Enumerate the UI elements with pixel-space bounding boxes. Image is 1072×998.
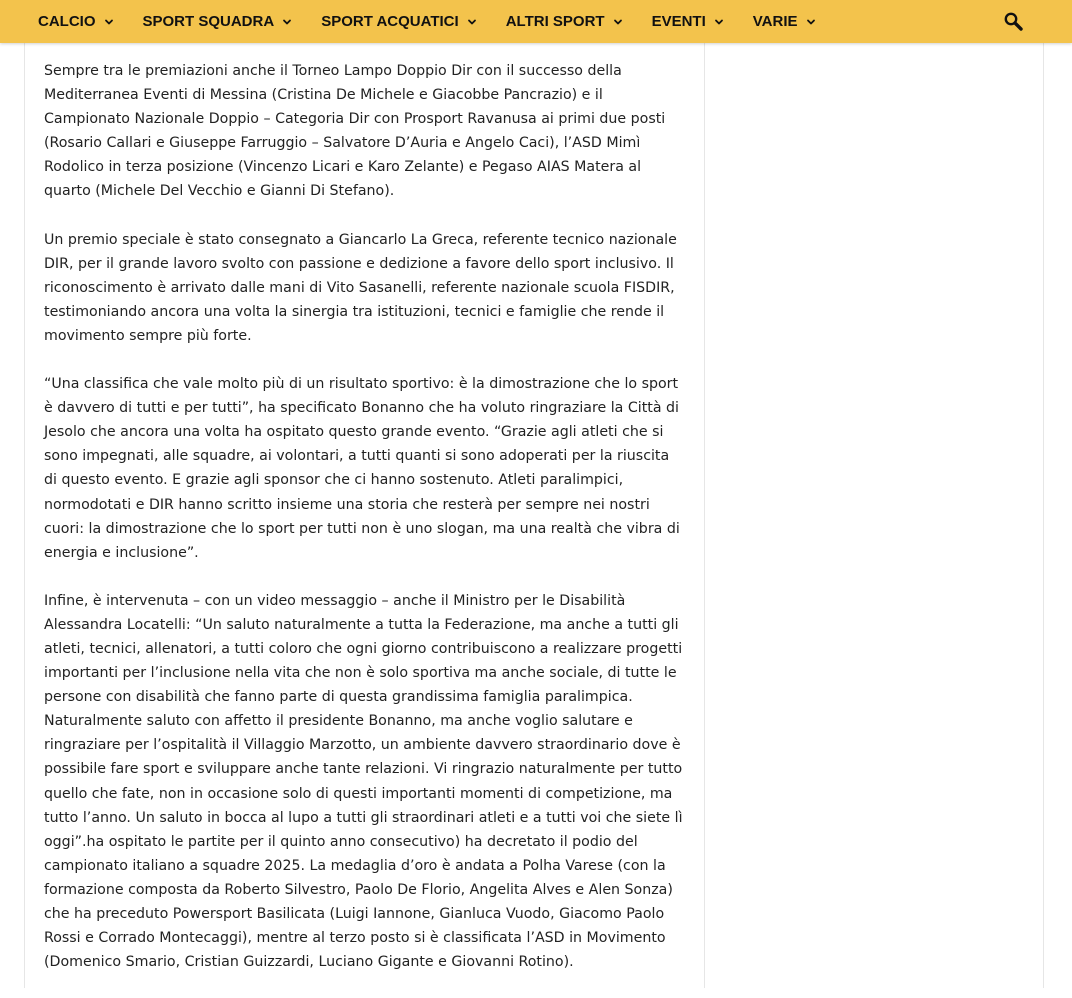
article-paragraph: Sempre tra le premiazioni anche il Torneo Lampo Doppio Dir con il successo della Mediterranea Eventi di Messina (Cristina De Michele e Giacobbe Pancrazio) e il Campionato Nazionale Doppio – Categoria Dir con Prosport Ravanusa ai primi due posti (Rosario Callari e Giuseppe Farruggio – Salvatore D’Auria e Angelo Caci), l’ASD Mimì Rodolico in terza posizione (Vincenzo Licari e Karo Zelante) e Pegaso AIAS Matera al quarto (Michele Del Vecchio e Gianni Di Stefano).: [44, 63, 666, 200]
chevron-down-icon: [467, 17, 477, 27]
nav-item-label: EVENTI: [651, 13, 706, 30]
chevron-down-icon: [104, 17, 114, 27]
search-icon: [1003, 11, 1025, 33]
nav-item-sport-squadra[interactable]: [143, 13, 293, 30]
chevron-down-icon: [613, 17, 623, 27]
article-paragraph: Infine, è intervenuta – con un video messaggio – anche il Ministro per le Disabilità Alessandra Locatelli: “Un saluto naturalmente a tutta la Federazione, ma anche a tutti gli atleti, tecnici, allenatori, a tutti coloro che ogni giorno contribuiscono a realizzare progetti importanti per l’inclusione nella vita che non è solo sportiva ma anche sociale, di tutte le persone con disabilità che fanno parte di questa grandissima famiglia paralimpica. Naturalmente saluto con affetto il presidente Bonanno, ma anche voglio salutare e ringraziare per l’ospitalità il Villaggio Marzotto, un ambiente davvero straordinario dove è possibile fare sport e sviluppare anche tante relazioni. Vi ringrazio naturalmente per tutto quello che fate, non in occasione solo di questi importanti momenti di competizione, ma tutto l’anno. Un saluto in bocca al lupo a tutti gli straordinari atleti e a tutti voi che siete lì oggi”.ha ospitato le partite per il quinto anno consecutivo) ha decretato il podio del campionato italiano a squadre 2025. La medaglia d’oro è andata a Polha Varese (con la formazione composta da Roberto Silvestro, Paolo De Florio, Angelita Alves e Alen Sonza) che ha preceduto Powersport Basilicata (Luigi Iannone, Gianluca Vuodo, Giacomo Paolo Rossi e Corrado Montecaggi), mentre al terzo posto si è classificata l’ASD in Movimento (Domenico Smario, Cristian Guizzardi, Luciano Gigante e Giovanni Rotino).: [44, 592, 683, 971]
nav-item-altri-sport[interactable]: [506, 13, 623, 30]
article-body: [44, 59, 686, 998]
article-paragraph: “Una classifica che vale molto più di un risultato sportivo: è la dimostrazione che lo sport è davvero di tutti e per tutti”, ha specificato Bonanno che ha voluto ringraziare la Città di Jesolo che ancora una volta ha ospitato questo grande evento. “Grazie agli atleti che si sono impegnati, alle squadre, ai volontari, a tutti quanti si sono adoperati per la riuscita di questo evento. E grazie agli sponsor che ci hanno sostenuto. Atleti paralimpici, normodotati e DIR hanno scritto insieme una storia che resterà per sempre nei nostri cuori: la dimostrazione che lo sport per tutti non è uno slogan, ma una realtà che vibra di energia e inclusione”.: [44, 376, 680, 561]
chevron-down-icon: [714, 17, 724, 27]
nav-item-label: VARIE: [752, 13, 798, 30]
search-button[interactable]: [1003, 11, 1025, 33]
chevron-down-icon: [806, 17, 816, 27]
main-menu: [38, 0, 845, 43]
nav-item-label: SPORT SQUADRA: [142, 13, 275, 30]
nav-item-calcio[interactable]: [38, 13, 114, 30]
nav-item-varie[interactable]: [753, 13, 816, 30]
nav-item-eventi[interactable]: [652, 13, 724, 30]
nav-item-label: ALTRI SPORT: [505, 13, 605, 30]
article-paragraph: Un premio speciale è stato consegnato a Giancarlo La Greca, referente tecnico nazionale DIR, per il grande lavoro svolto con passione e dedizione a favore dello sport inclusivo. Il riconoscimento è arrivato dalle mani di Vito Sasanelli, referente nazionale scuola FISDIR, testimoniando ancora una volta la sinergia tra istituzioni, tecnici e famiglie che rende il movimento sempre più forte.: [44, 231, 677, 344]
top-navigation-bar: [0, 0, 1072, 43]
nav-item-sport-acquatici[interactable]: [321, 13, 477, 30]
nav-item-label: SPORT ACQUATICI: [321, 13, 459, 30]
chevron-down-icon: [282, 17, 292, 27]
nav-item-label: CALCIO: [38, 13, 96, 30]
